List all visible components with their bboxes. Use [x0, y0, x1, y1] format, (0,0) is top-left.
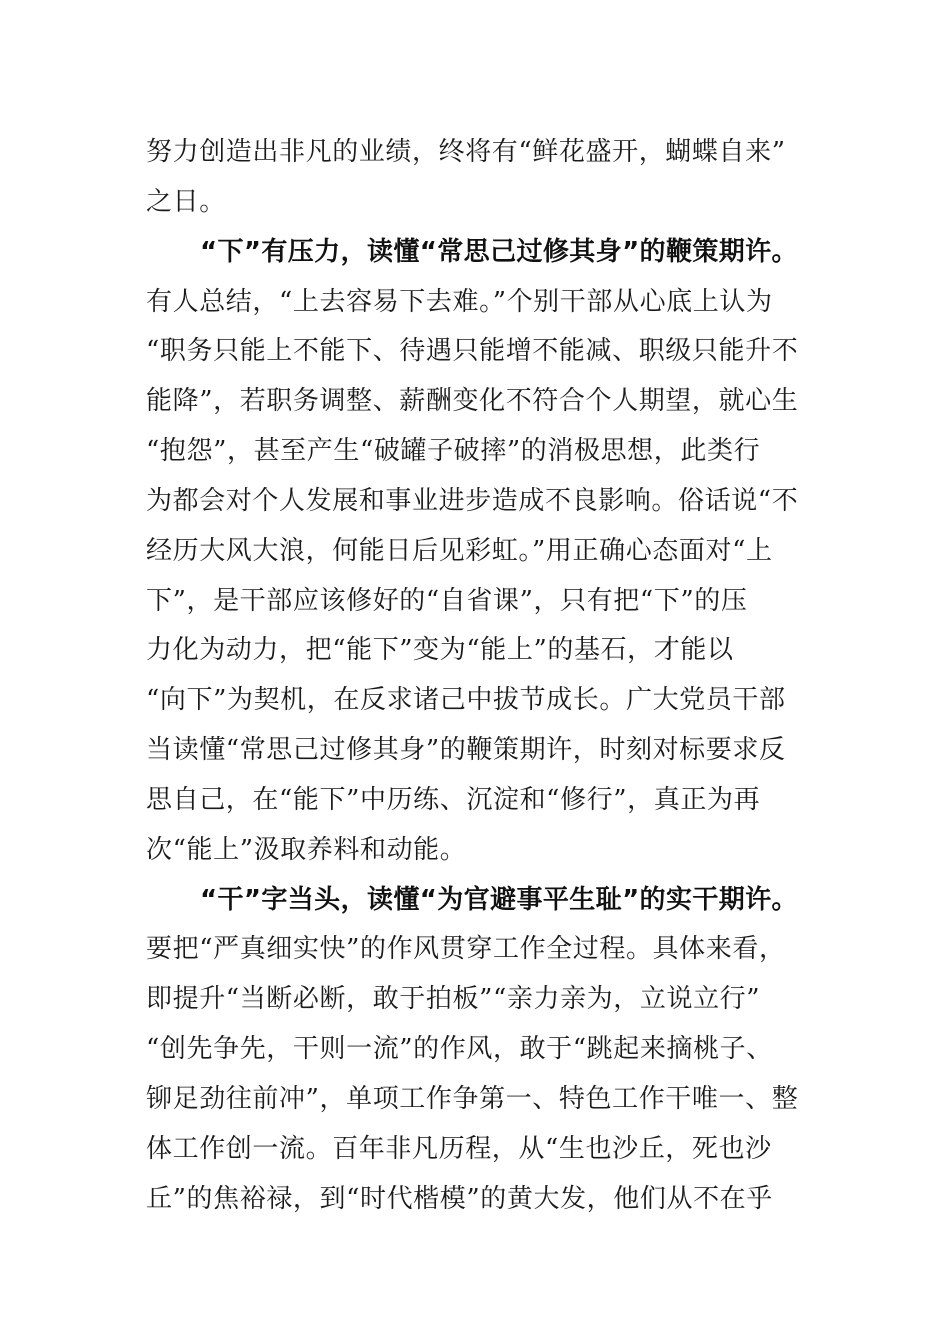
text-line: 努力创造出非凡的业绩，终将有“鲜花盛开，蝴蝶自来” — [146, 137, 786, 167]
text-line: 铆足劲往前冲”，单项工作争第一、特色工作干唯一、整 — [146, 1084, 799, 1114]
text-line: 经历大风大浪，何能日后见彩虹。”用正确心态面对“上 — [146, 536, 773, 566]
text-line: “职务只能上不能下、待遇只能增不能减、职级只能升不 — [146, 336, 799, 366]
text-line: 有人总结，“上去容易下去难。”个别干部从心底上认为 — [146, 287, 773, 317]
text-line: 当读懂“常思己过修其身”的鞭策期许，时刻对标要求反 — [146, 735, 786, 765]
text-line: “抱怨”，甚至产生“破罐子破摔”的消极思想，此类行 — [146, 436, 761, 466]
text-line: 体工作创一流。百年非凡历程，从“生也沙丘，死也沙 — [146, 1134, 772, 1164]
text-line: “创先争先，干则一流”的作风，敢于“跳起来摘桃子、 — [146, 1034, 773, 1064]
text-line: 丘”的焦裕禄，到“时代楷模”的黄大发，他们从不在乎 — [146, 1184, 773, 1214]
text-line: 力化为动力，把“能下”变为“能上”的基石，才能以 — [146, 635, 734, 665]
text-line: 即提升“当断必断，敢于拍板”“亲力亲为，立说立行” — [146, 984, 761, 1014]
section-heading-do: “干”字当头，读懂“为官避事平生耻”的实干期许。 — [200, 885, 798, 915]
section-heading-down: “下”有压力，读懂“常思己过修其身”的鞭策期许。 — [200, 237, 798, 267]
text-line: “向下”为契机，在反求诸己中拔节成长。广大党员干部 — [146, 685, 786, 715]
text-line: 为都会对个人发展和事业进步造成不良影响。俗话说“不 — [146, 486, 799, 516]
text-line: 思自己，在“能下”中历练、沉淀和“修行”，真正为再 — [146, 785, 761, 815]
text-line: 能降”，若职务调整、薪酬变化不符合个人期望，就心生 — [146, 386, 799, 416]
text-line: 要把“严真细实快”的作风贯穿工作全过程。具体来看， — [146, 934, 786, 964]
text-line: 之日。 — [146, 187, 226, 217]
text-line: 次“能上”汲取养料和动能。 — [146, 835, 467, 865]
text-line: 下”，是干部应该修好的“自省课”，只有把“下”的压 — [146, 586, 748, 616]
